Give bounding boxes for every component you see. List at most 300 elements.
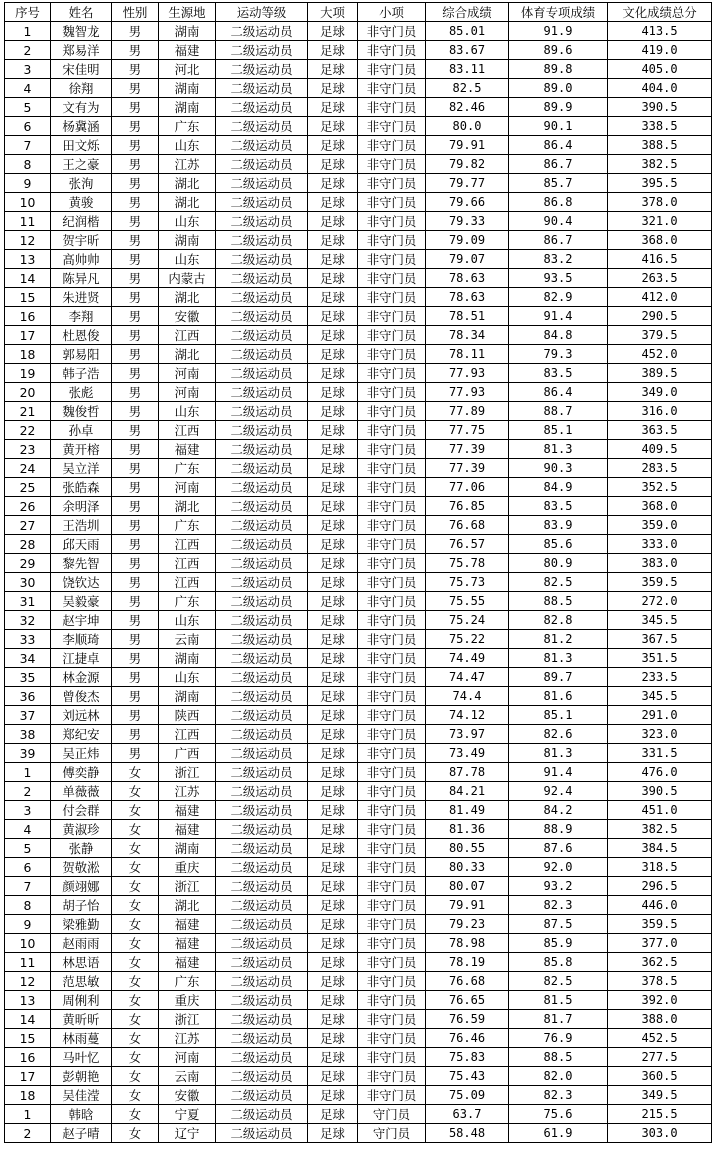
cell-index: 32: [5, 611, 51, 630]
cell-index: 16: [5, 307, 51, 326]
table-row: [5, 706, 712, 725]
cell-athlete-level: 二级运动员: [216, 668, 308, 687]
cell-name: 吴佳滢: [51, 1086, 112, 1105]
cell-sport: 足球: [308, 972, 358, 991]
cell-sport: 足球: [308, 649, 358, 668]
table-row: [5, 668, 712, 687]
cell-origin: 宁夏: [159, 1105, 216, 1124]
cell-index: 38: [5, 725, 51, 744]
cell-position: 非守门员: [358, 174, 426, 193]
cell-sport-score: 86.8: [509, 193, 608, 212]
cell-athlete-level: 二级运动员: [216, 212, 308, 231]
cell-gender: 女: [112, 877, 159, 896]
cell-name: 林雨蔓: [51, 1029, 112, 1048]
cell-origin: 江苏: [159, 155, 216, 174]
cell-gender: 女: [112, 1105, 159, 1124]
table-row: [5, 402, 712, 421]
cell-index: 2: [5, 1124, 51, 1143]
cell-name: 林思语: [51, 953, 112, 972]
cell-index: 29: [5, 554, 51, 573]
cell-position: 非守门员: [358, 763, 426, 782]
cell-index: 34: [5, 649, 51, 668]
cell-gender: 男: [112, 41, 159, 60]
cell-origin: 安徽: [159, 307, 216, 326]
cell-position: 非守门员: [358, 383, 426, 402]
cell-sport: 足球: [308, 725, 358, 744]
cell-sport: 足球: [308, 630, 358, 649]
cell-origin: 山东: [159, 136, 216, 155]
cell-overall-score: 79.33: [426, 212, 509, 231]
cell-sport-score: 85.7: [509, 174, 608, 193]
cell-position: 非守门员: [358, 896, 426, 915]
cell-index: 19: [5, 364, 51, 383]
cell-overall-score: 84.21: [426, 782, 509, 801]
cell-index: 9: [5, 174, 51, 193]
cell-position: 非守门员: [358, 117, 426, 136]
cell-athlete-level: 二级运动员: [216, 98, 308, 117]
cell-gender: 男: [112, 269, 159, 288]
cell-name: 林金源: [51, 668, 112, 687]
cell-sport-score: 88.5: [509, 1048, 608, 1067]
table-row: [5, 801, 712, 820]
cell-gender: 男: [112, 421, 159, 440]
cell-sport-score: 82.6: [509, 725, 608, 744]
cell-sport-score: 86.7: [509, 155, 608, 174]
cell-gender: 男: [112, 516, 159, 535]
cell-overall-score: 76.68: [426, 972, 509, 991]
cell-position: 非守门员: [358, 98, 426, 117]
cell-origin: 广东: [159, 516, 216, 535]
cell-index: 26: [5, 497, 51, 516]
table-row: [5, 193, 712, 212]
cell-origin: 广东: [159, 459, 216, 478]
table-body: [5, 22, 712, 1143]
table-row: [5, 79, 712, 98]
cell-overall-score: 78.19: [426, 953, 509, 972]
cell-culture-score: 338.5: [608, 117, 712, 136]
cell-athlete-level: 二级运动员: [216, 231, 308, 250]
table-row: [5, 326, 712, 345]
cell-overall-score: 74.4: [426, 687, 509, 706]
header-index: 序号: [5, 3, 51, 22]
cell-sport: 足球: [308, 307, 358, 326]
cell-overall-score: 81.49: [426, 801, 509, 820]
cell-overall-score: 74.12: [426, 706, 509, 725]
table-row: [5, 820, 712, 839]
cell-sport: 足球: [308, 383, 358, 402]
cell-overall-score: 79.91: [426, 896, 509, 915]
cell-gender: 男: [112, 573, 159, 592]
cell-sport-score: 86.7: [509, 231, 608, 250]
cell-index: 7: [5, 136, 51, 155]
cell-culture-score: 215.5: [608, 1105, 712, 1124]
cell-culture-score: 349.5: [608, 1086, 712, 1105]
cell-index: 4: [5, 79, 51, 98]
cell-origin: 湖北: [159, 288, 216, 307]
cell-gender: 女: [112, 782, 159, 801]
cell-position: 非守门员: [358, 307, 426, 326]
cell-index: 23: [5, 440, 51, 459]
cell-origin: 广东: [159, 972, 216, 991]
table-row: [5, 1067, 712, 1086]
cell-sport: 足球: [308, 212, 358, 231]
cell-origin: 云南: [159, 1067, 216, 1086]
cell-culture-score: 390.5: [608, 98, 712, 117]
cell-overall-score: 75.24: [426, 611, 509, 630]
cell-index: 1: [5, 22, 51, 41]
cell-index: 2: [5, 782, 51, 801]
cell-overall-score: 80.55: [426, 839, 509, 858]
cell-gender: 男: [112, 79, 159, 98]
cell-athlete-level: 二级运动员: [216, 250, 308, 269]
table-row: [5, 440, 712, 459]
cell-name: 颜翊娜: [51, 877, 112, 896]
cell-origin: 湖南: [159, 98, 216, 117]
cell-position: 非守门员: [358, 41, 426, 60]
cell-sport-score: 93.2: [509, 877, 608, 896]
cell-position: 非守门员: [358, 269, 426, 288]
cell-culture-score: 384.5: [608, 839, 712, 858]
cell-gender: 女: [112, 915, 159, 934]
cell-culture-score: 388.0: [608, 1010, 712, 1029]
cell-index: 1: [5, 1105, 51, 1124]
cell-origin: 湖北: [159, 193, 216, 212]
cell-culture-score: 263.5: [608, 269, 712, 288]
cell-origin: 江西: [159, 725, 216, 744]
table-row: [5, 934, 712, 953]
cell-overall-score: 78.34: [426, 326, 509, 345]
cell-culture-score: 318.5: [608, 858, 712, 877]
cell-sport-score: 88.5: [509, 592, 608, 611]
cell-gender: 女: [112, 934, 159, 953]
cell-athlete-level: 二级运动员: [216, 1029, 308, 1048]
table-row: [5, 22, 712, 41]
cell-overall-score: 76.46: [426, 1029, 509, 1048]
cell-sport-score: 81.3: [509, 744, 608, 763]
cell-origin: 陕西: [159, 706, 216, 725]
header-row: [5, 3, 712, 22]
cell-athlete-level: 二级运动员: [216, 478, 308, 497]
cell-index: 14: [5, 1010, 51, 1029]
cell-culture-score: 476.0: [608, 763, 712, 782]
cell-athlete-level: 二级运动员: [216, 820, 308, 839]
table-row: [5, 763, 712, 782]
cell-athlete-level: 二级运动员: [216, 687, 308, 706]
table-row: [5, 611, 712, 630]
cell-origin: 云南: [159, 630, 216, 649]
cell-origin: 广西: [159, 744, 216, 763]
cell-index: 10: [5, 193, 51, 212]
cell-gender: 男: [112, 174, 159, 193]
cell-gender: 女: [112, 896, 159, 915]
cell-index: 37: [5, 706, 51, 725]
cell-athlete-level: 二级运动员: [216, 41, 308, 60]
cell-sport-score: 89.9: [509, 98, 608, 117]
cell-athlete-level: 二级运动员: [216, 516, 308, 535]
cell-athlete-level: 二级运动员: [216, 554, 308, 573]
cell-culture-score: 291.0: [608, 706, 712, 725]
cell-athlete-level: 二级运动员: [216, 972, 308, 991]
cell-overall-score: 78.63: [426, 269, 509, 288]
cell-origin: 河北: [159, 60, 216, 79]
cell-overall-score: 76.65: [426, 991, 509, 1010]
cell-position: 非守门员: [358, 231, 426, 250]
cell-sport-score: 84.2: [509, 801, 608, 820]
cell-athlete-level: 二级运动员: [216, 497, 308, 516]
cell-overall-score: 78.98: [426, 934, 509, 953]
cell-overall-score: 79.77: [426, 174, 509, 193]
table-row: [5, 1029, 712, 1048]
cell-index: 8: [5, 896, 51, 915]
cell-sport: 足球: [308, 535, 358, 554]
cell-culture-score: 382.5: [608, 155, 712, 174]
cell-sport: 足球: [308, 573, 358, 592]
cell-gender: 男: [112, 22, 159, 41]
cell-gender: 女: [112, 1010, 159, 1029]
cell-origin: 湖南: [159, 22, 216, 41]
cell-overall-score: 77.93: [426, 364, 509, 383]
cell-index: 15: [5, 288, 51, 307]
cell-athlete-level: 二级运动员: [216, 1067, 308, 1086]
cell-sport-score: 83.9: [509, 516, 608, 535]
cell-sport: 足球: [308, 1105, 358, 1124]
cell-index: 16: [5, 1048, 51, 1067]
cell-athlete-level: 二级运动员: [216, 421, 308, 440]
cell-sport: 足球: [308, 744, 358, 763]
cell-overall-score: 82.5: [426, 79, 509, 98]
cell-gender: 男: [112, 687, 159, 706]
cell-athlete-level: 二级运动员: [216, 953, 308, 972]
cell-origin: 山东: [159, 402, 216, 421]
cell-name: 贺敬淞: [51, 858, 112, 877]
cell-overall-score: 77.39: [426, 459, 509, 478]
cell-origin: 内蒙古: [159, 269, 216, 288]
cell-name: 赵子晴: [51, 1124, 112, 1143]
cell-origin: 江苏: [159, 782, 216, 801]
cell-name: 黄昕昕: [51, 1010, 112, 1029]
cell-culture-score: 388.5: [608, 136, 712, 155]
cell-athlete-level: 二级运动员: [216, 288, 308, 307]
cell-name: 傅奕静: [51, 763, 112, 782]
table-row: [5, 117, 712, 136]
cell-name: 张洵: [51, 174, 112, 193]
table-row: [5, 744, 712, 763]
cell-sport: 足球: [308, 79, 358, 98]
cell-position: 非守门员: [358, 193, 426, 212]
cell-gender: 男: [112, 459, 159, 478]
cell-culture-score: 389.5: [608, 364, 712, 383]
cell-gender: 男: [112, 535, 159, 554]
cell-origin: 江苏: [159, 1029, 216, 1048]
cell-gender: 女: [112, 820, 159, 839]
cell-position: 非守门员: [358, 839, 426, 858]
cell-overall-score: 58.48: [426, 1124, 509, 1143]
cell-sport-score: 85.1: [509, 421, 608, 440]
cell-sport: 足球: [308, 269, 358, 288]
cell-overall-score: 76.59: [426, 1010, 509, 1029]
cell-overall-score: 82.46: [426, 98, 509, 117]
cell-origin: 江西: [159, 421, 216, 440]
cell-name: 刘远林: [51, 706, 112, 725]
cell-sport: 足球: [308, 934, 358, 953]
cell-gender: 男: [112, 630, 159, 649]
cell-name: 饶钦达: [51, 573, 112, 592]
cell-culture-score: 351.5: [608, 649, 712, 668]
cell-position: 非守门员: [358, 497, 426, 516]
cell-sport: 足球: [308, 1010, 358, 1029]
cell-sport: 足球: [308, 117, 358, 136]
cell-position: 非守门员: [358, 554, 426, 573]
cell-origin: 福建: [159, 440, 216, 459]
cell-sport: 足球: [308, 611, 358, 630]
cell-name: 魏俊哲: [51, 402, 112, 421]
cell-sport-score: 81.3: [509, 440, 608, 459]
cell-culture-score: 409.5: [608, 440, 712, 459]
cell-name: 余明泽: [51, 497, 112, 516]
cell-gender: 男: [112, 117, 159, 136]
cell-origin: 湖南: [159, 231, 216, 250]
cell-gender: 女: [112, 858, 159, 877]
cell-sport: 足球: [308, 953, 358, 972]
cell-sport: 足球: [308, 1067, 358, 1086]
cell-index: 6: [5, 858, 51, 877]
cell-culture-score: 359.0: [608, 516, 712, 535]
cell-sport: 足球: [308, 231, 358, 250]
cell-index: 10: [5, 934, 51, 953]
cell-sport: 足球: [308, 41, 358, 60]
cell-position: 非守门员: [358, 212, 426, 231]
table-row: [5, 725, 712, 744]
table-row: [5, 554, 712, 573]
cell-gender: 男: [112, 383, 159, 402]
cell-position: 非守门员: [358, 402, 426, 421]
cell-culture-score: 359.5: [608, 915, 712, 934]
cell-name: 黄骏: [51, 193, 112, 212]
cell-name: 范思敏: [51, 972, 112, 991]
cell-overall-score: 74.47: [426, 668, 509, 687]
cell-sport-score: 85.6: [509, 535, 608, 554]
cell-overall-score: 77.06: [426, 478, 509, 497]
cell-overall-score: 75.73: [426, 573, 509, 592]
cell-overall-score: 77.39: [426, 440, 509, 459]
cell-sport-score: 75.6: [509, 1105, 608, 1124]
cell-gender: 男: [112, 554, 159, 573]
cell-position: 非守门员: [358, 421, 426, 440]
cell-sport: 足球: [308, 155, 358, 174]
cell-gender: 女: [112, 1048, 159, 1067]
cell-sport-score: 85.8: [509, 953, 608, 972]
cell-sport: 足球: [308, 554, 358, 573]
cell-sport-score: 89.0: [509, 79, 608, 98]
cell-index: 31: [5, 592, 51, 611]
cell-sport-score: 92.4: [509, 782, 608, 801]
cell-position: 非守门员: [358, 592, 426, 611]
cell-sport: 足球: [308, 440, 358, 459]
cell-athlete-level: 二级运动员: [216, 535, 308, 554]
cell-index: 9: [5, 915, 51, 934]
cell-origin: 湖南: [159, 687, 216, 706]
cell-position: 非守门员: [358, 611, 426, 630]
cell-gender: 男: [112, 231, 159, 250]
cell-athlete-level: 二级运动员: [216, 402, 308, 421]
results-table: [4, 2, 712, 1143]
cell-position: 非守门员: [358, 991, 426, 1010]
cell-name: 张静: [51, 839, 112, 858]
cell-name: 杜恩俊: [51, 326, 112, 345]
cell-position: 非守门员: [358, 1067, 426, 1086]
cell-sport-score: 82.8: [509, 611, 608, 630]
cell-gender: 女: [112, 991, 159, 1010]
cell-sport: 足球: [308, 478, 358, 497]
cell-athlete-level: 二级运动员: [216, 117, 308, 136]
cell-index: 18: [5, 345, 51, 364]
cell-origin: 浙江: [159, 877, 216, 896]
cell-culture-score: 360.5: [608, 1067, 712, 1086]
cell-position: 非守门员: [358, 972, 426, 991]
cell-athlete-level: 二级运动员: [216, 440, 308, 459]
cell-position: 非守门员: [358, 668, 426, 687]
table-row: [5, 782, 712, 801]
cell-name: 王之豪: [51, 155, 112, 174]
table-row: [5, 972, 712, 991]
cell-overall-score: 78.11: [426, 345, 509, 364]
table-row: [5, 573, 712, 592]
cell-index: 17: [5, 326, 51, 345]
cell-index: 4: [5, 820, 51, 839]
cell-culture-score: 446.0: [608, 896, 712, 915]
cell-culture-score: 303.0: [608, 1124, 712, 1143]
cell-culture-score: 367.5: [608, 630, 712, 649]
cell-gender: 男: [112, 649, 159, 668]
cell-gender: 男: [112, 136, 159, 155]
table-row: [5, 1105, 712, 1124]
cell-overall-score: 75.09: [426, 1086, 509, 1105]
cell-index: 22: [5, 421, 51, 440]
cell-name: 韩晗: [51, 1105, 112, 1124]
cell-name: 徐翔: [51, 79, 112, 98]
cell-athlete-level: 二级运动员: [216, 896, 308, 915]
cell-culture-score: 368.0: [608, 497, 712, 516]
cell-index: 30: [5, 573, 51, 592]
cell-index: 11: [5, 212, 51, 231]
cell-name: 陈异凡: [51, 269, 112, 288]
cell-overall-score: 80.33: [426, 858, 509, 877]
cell-position: 非守门员: [358, 136, 426, 155]
header-overall-score: 综合成绩: [426, 3, 509, 22]
cell-name: 马叶忆: [51, 1048, 112, 1067]
cell-culture-score: 283.5: [608, 459, 712, 478]
cell-sport: 足球: [308, 345, 358, 364]
cell-position: 非守门员: [358, 535, 426, 554]
cell-origin: 江西: [159, 573, 216, 592]
table-row: [5, 953, 712, 972]
cell-overall-score: 77.93: [426, 383, 509, 402]
cell-athlete-level: 二级运动员: [216, 60, 308, 79]
table-row: [5, 478, 712, 497]
cell-athlete-level: 二级运动员: [216, 934, 308, 953]
cell-sport: 足球: [308, 497, 358, 516]
cell-overall-score: 73.97: [426, 725, 509, 744]
cell-sport-score: 61.9: [509, 1124, 608, 1143]
cell-culture-score: 352.5: [608, 478, 712, 497]
cell-gender: 男: [112, 744, 159, 763]
cell-index: 20: [5, 383, 51, 402]
header-origin: 生源地: [159, 3, 216, 22]
cell-sport-score: 91.4: [509, 307, 608, 326]
table-row: [5, 839, 712, 858]
cell-athlete-level: 二级运动员: [216, 307, 308, 326]
cell-overall-score: 76.85: [426, 497, 509, 516]
